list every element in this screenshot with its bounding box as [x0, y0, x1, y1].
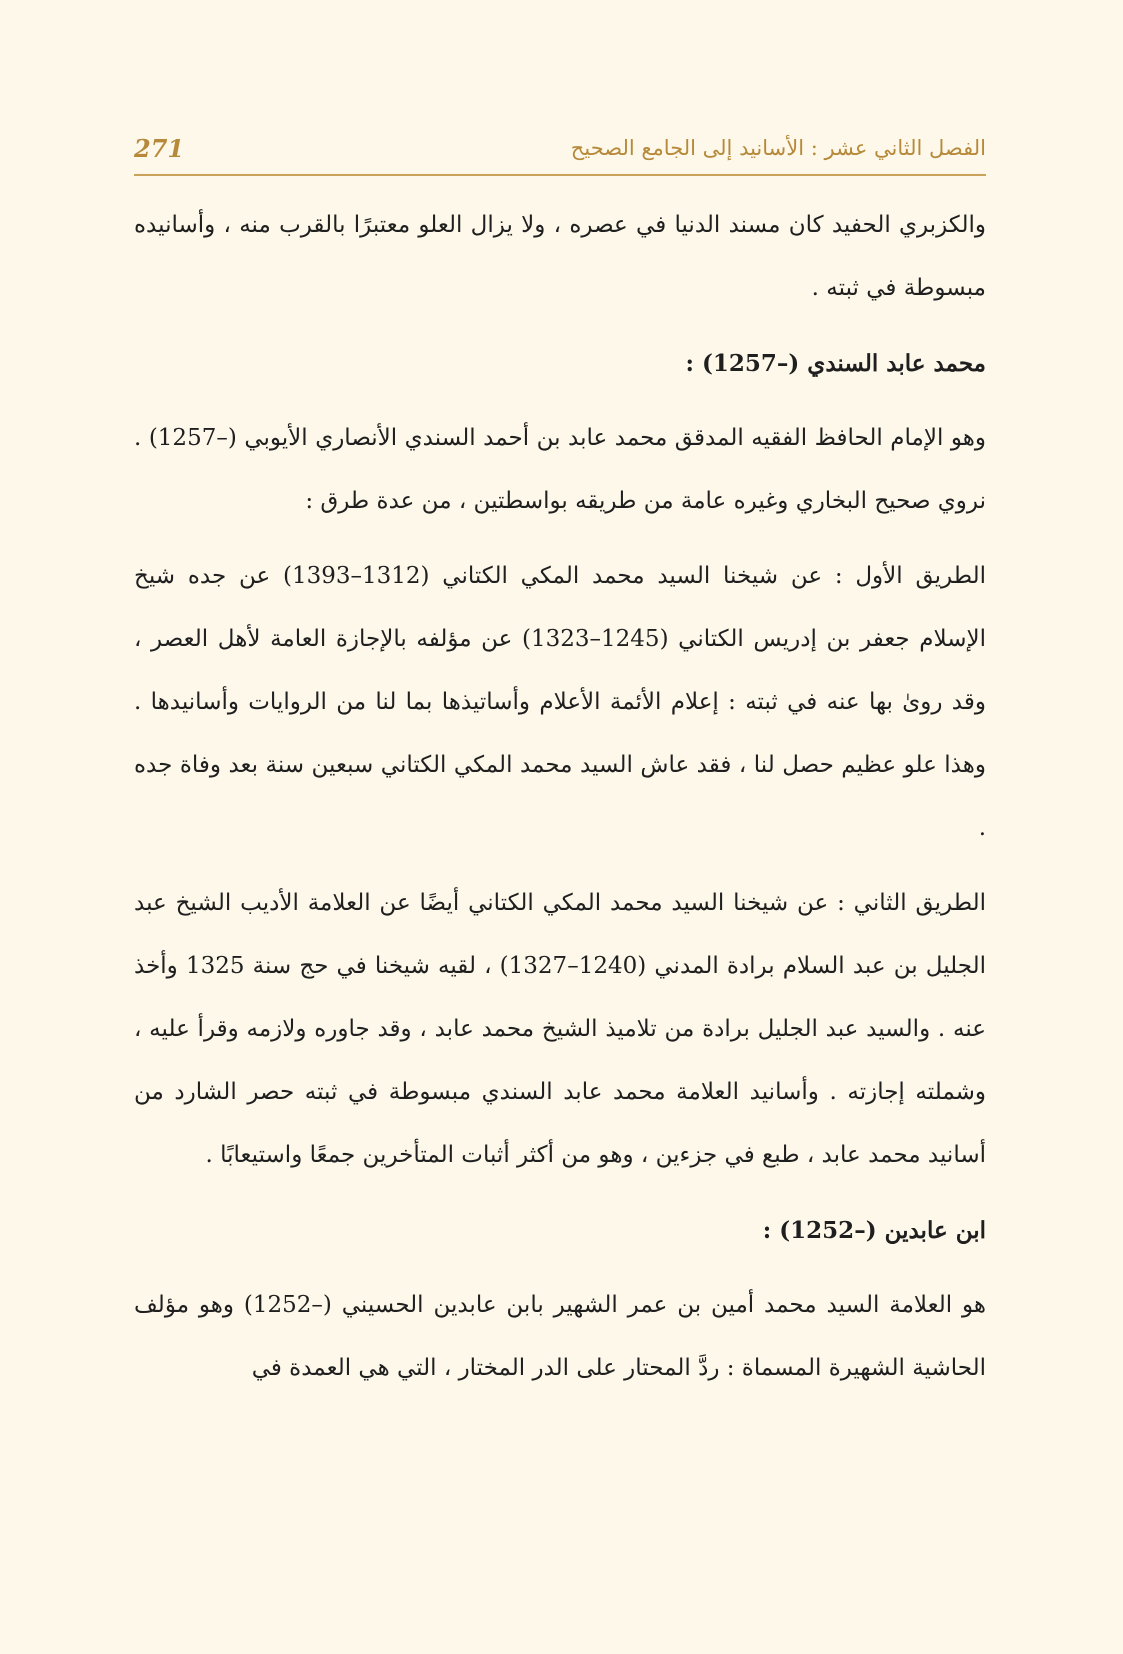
paragraph-continuation: والكزبري الحفيد كان مسند الدنيا في عصره ، ولا يزال العلو معتبرًا بالقرب منه ، وأسانيده مبسوطة في ثبته . [134, 212, 986, 301]
paragraph-ibn-abidin-bio: هو العلامة السيد محمد أمين بن عمر الشهير بابن عابدين الحسيني (–1252) وهو مؤلف الحاشية الشهيرة المسماة : ردَّ المحتار على الدر المختار ، التي هي العمدة في [134, 1292, 986, 1381]
page-header [134, 128, 986, 176]
page-number: 271 [134, 134, 185, 163]
paragraph-sindi-bio: وهو الإمام الحافظ الفقيه المدقق محمد عابد بن أحمد السندي الأنصاري الأيوبي (–1257) . نروي صحيح البخاري وغيره عامة من طريقه بواسطتين ، من عدة طرق : [134, 425, 986, 514]
page-body [134, 194, 986, 1400]
document-page [134, 128, 986, 1400]
section-heading-sindi: محمد عابد السندي (–1257) : [685, 350, 986, 377]
running-title: الفصل الثاني عشر : الأسانيد إلى الجامع الصحيح [570, 136, 986, 160]
section-heading-ibn-abidin: ابن عابدين (–1252) : [762, 1217, 986, 1244]
paragraph-first-route: الطريق الأول : عن شيخنا السيد محمد المكي الكتاني (1312–1393) عن جده شيخ الإسلام جعفر بن إدريس الكتاني (1245–1323) عن مؤلفه بالإجازة العامة لأهل العصر ، وقد روىٰ بها عنه في ثبته : إعلام الأئمة الأعلام وأساتيذها بما لنا من الروايات وأسانيدها . وهذا علو عظيم حصل لنا ، فقد عاش السيد محمد المكي الكتاني سبعين سنة بعد وفاة جده . [134, 563, 987, 841]
paragraph-second-route: الطريق الثاني : عن شيخنا السيد محمد المكي الكتاني أيضًا عن العلامة الأديب الشيخ عبد الجليل بن عبد السلام برادة المدني (1240–1327) ، لقيه شيخنا في حج سنة 1325 وأخذ عنه . والسيد عبد الجليل برادة من تلاميذ الشيخ محمد عابد ، وقد جاوره ولازمه وقرأ عليه ، وشملته إجازته . وأسانيد العلامة محمد عابد السندي مبسوطة في ثبته حصر الشارد من أسانيد محمد عابد ، طبع في جزءين ، وهو من أكثر أثبات المتأخرين جمعًا واستيعابًا . [134, 890, 986, 1168]
